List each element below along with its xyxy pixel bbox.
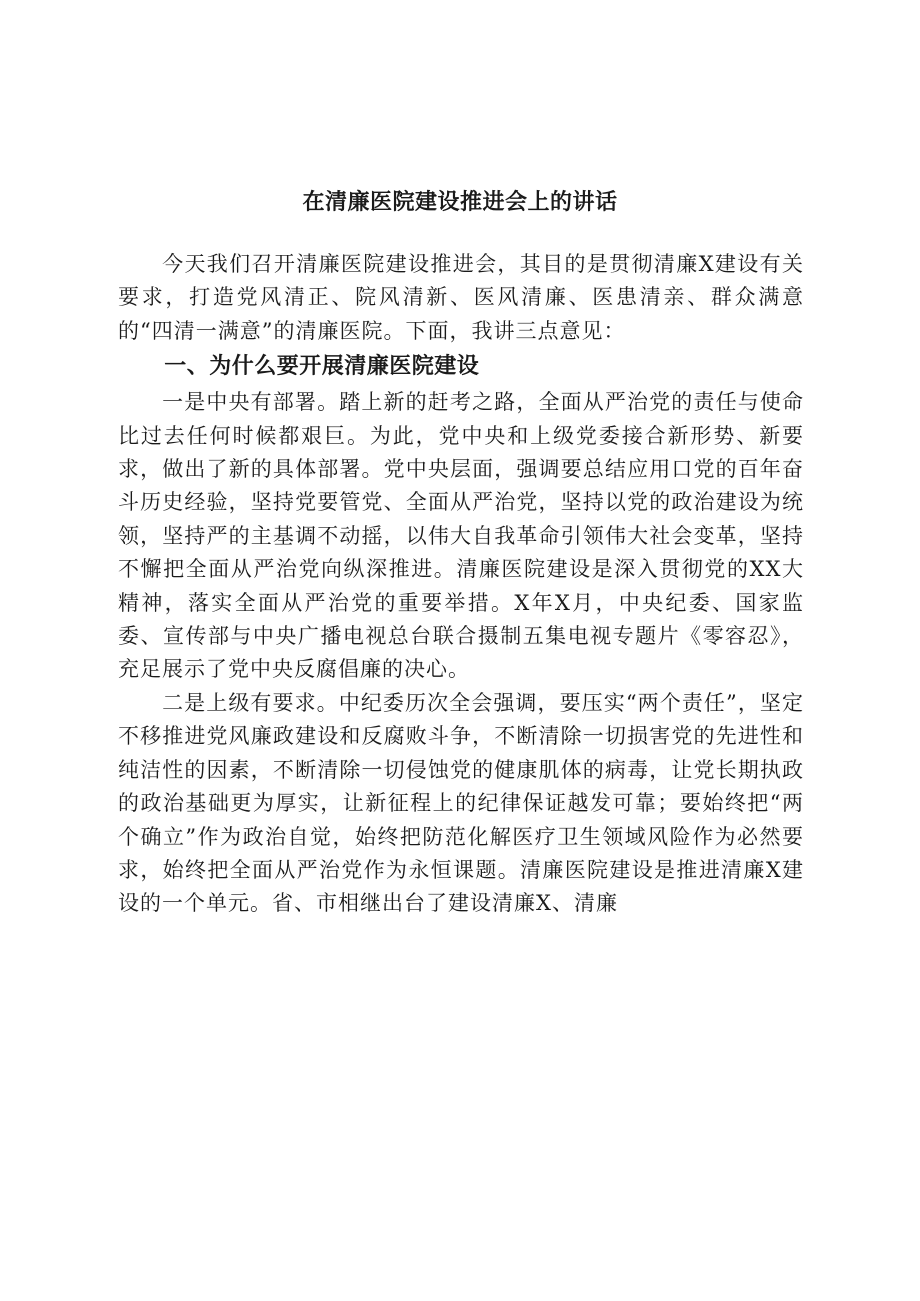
document-body — [118, 248, 804, 921]
document-title: 在清廉医院建设推进会上的讲话 — [302, 190, 618, 215]
section-1-paragraph-1: 一是中央有部署。踏上新的赶考之路，全面从严治党的责任与使命比过去任何时候都艰巨。为此，党中央和上级党委接合新形势、新要求，做出了新的具体部署。党中央层面，强调要总结应用口党的百年奋斗历史经验，坚持党要管党、全面从严治党，坚持以党的政治建设为统领，坚持严的主基调不动摇，以伟大自我革命引领伟大社会变革，坚持不懈把全面从严治党向纵深推进。清廉医院建设是深入贯彻党的XX大精神，落实全面从严治党的重要举措。X年X月，中央纪委、国家监委、宣传部与中央广播电视总台联合摄制五集电视专题片《零容忍》，充足展示了党中央反腐倡廉的决心。 — [118, 390, 804, 682]
section-1-paragraph-2: 二是上级有要求。中纪委历次全会强调，要压实“两个责任”，坚定不移推进党风廉政建设和反腐败斗争，不断清除一切损害党的先进性和纯洁性的因素，不断清除一切侵蚀党的健康肌体的病毒，让党长期执政的政治基础更为厚实，让新征程上的纪律保证越发可靠；要始终把“两个确立”作为政治自觉，始终把防范化解医疗卫生领域风险作为必然要求，始终把全面从严治党作为永恒课题。清廉医院建设是推进清廉X建设的一个单元。省、市相继出台了建设清廉X、清廉 — [118, 690, 804, 916]
section-heading-1: 一、为什么要开展清廉医院建设 — [164, 354, 480, 380]
intro-paragraph: 今天我们召开清廉医院建设推进会，其目的是贯彻清廉X建设有关要求，打造党风清正、院风清新、医风清廉、医患清亲、群众满意的“四清一满意”的清廉医院。下面，我讲三点意见： — [118, 252, 804, 343]
